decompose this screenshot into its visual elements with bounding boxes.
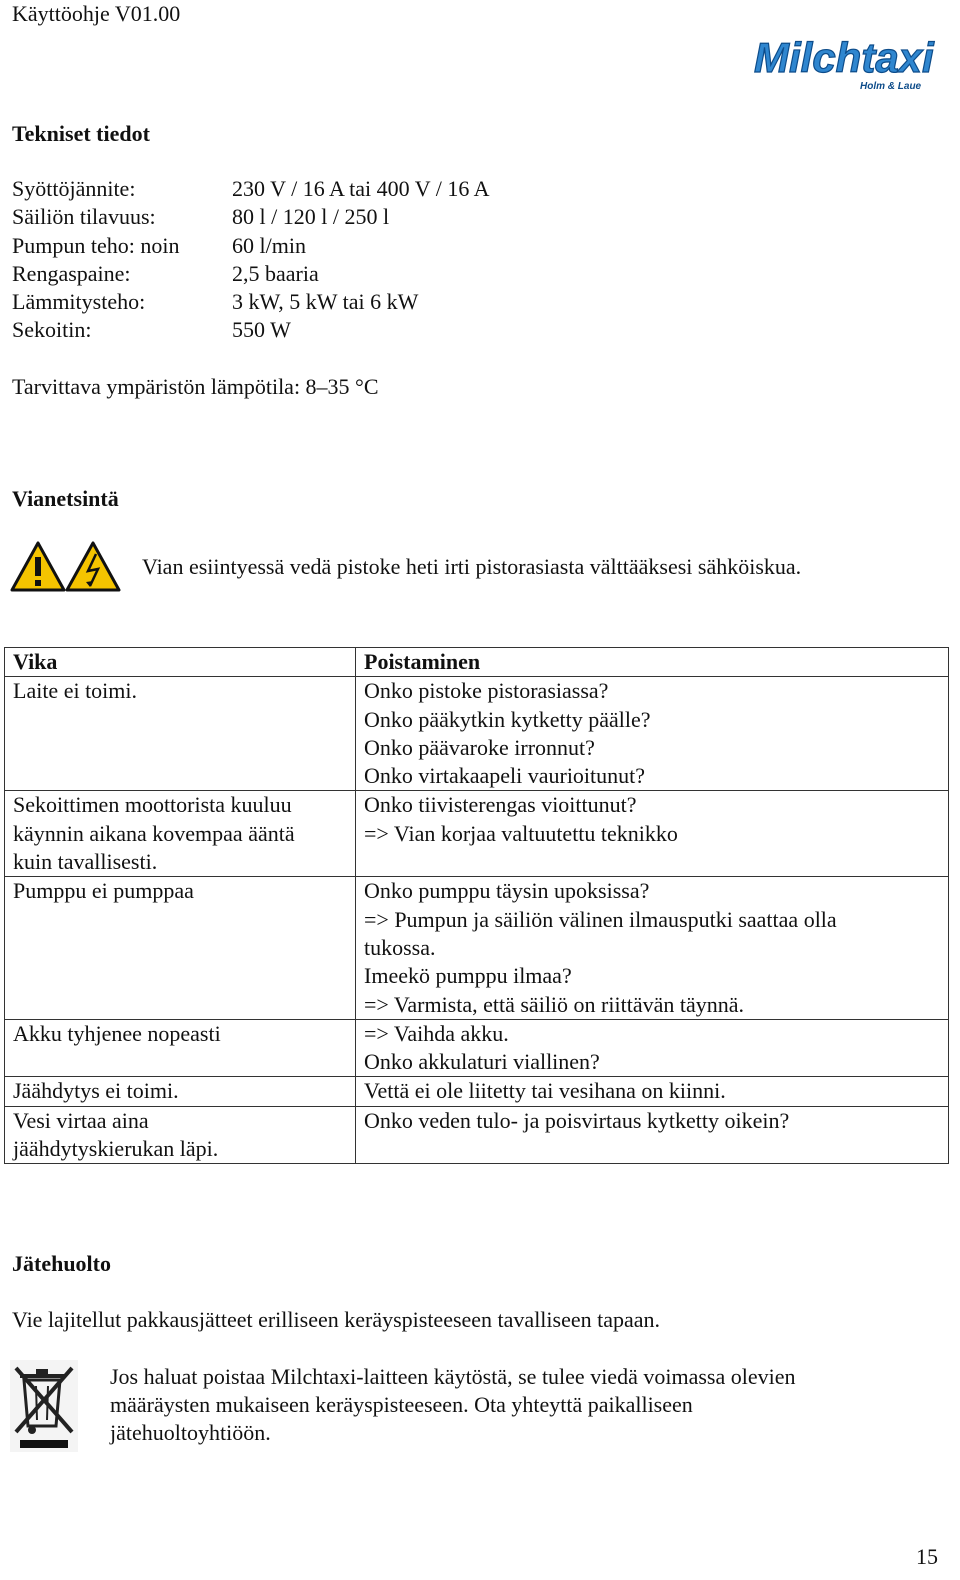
fault-text: Vesi virtaa aina: [13, 1107, 149, 1133]
remedy-text: => Varmista, että säiliö on riittävän täynnä.: [364, 991, 744, 1017]
spec-row: [12, 260, 490, 288]
remedy-text: Vettä ei ole liitetty tai vesihana on kiinni.: [364, 1078, 726, 1104]
weee-crossed-bin-icon: [10, 1360, 78, 1452]
remedy-text: Onko veden tulo- ja poisvirtaus kytketty oikein?: [364, 1107, 790, 1133]
waste-disposal-line: jätehuoltoyhtiöön.: [110, 1420, 271, 1445]
remedy-cell: [356, 1019, 949, 1077]
remedy-text: => Vian korjaa valtuutettu teknikko: [364, 820, 678, 846]
remedy-text: Onko tiivisterengas vioittunut?: [364, 792, 637, 818]
remedy-text: Onko pistoke pistorasiassa?: [364, 678, 609, 704]
remedy-text: Imeekö pumppu ilmaa?: [364, 963, 572, 989]
remedy-text: tukossa.: [364, 934, 436, 960]
table-row: [5, 677, 949, 791]
spec-value: 3 kW, 5 kW tai 6 kW: [232, 289, 419, 315]
page-number: 15: [916, 1544, 938, 1569]
waste-paragraph: Vie lajitellut pakkausjätteet erilliseen keräyspisteeseen tavalliseen tapaan.: [12, 1307, 661, 1332]
fault-cell: [5, 1019, 356, 1077]
ambient-temperature: Tarvittava ympäristön lämpötila: 8–35 °C: [12, 374, 379, 399]
fault-cell: [5, 1077, 356, 1106]
spec-value: 60 l/min: [232, 232, 306, 258]
remedy-text: Onko päävaroke irronnut?: [364, 734, 595, 760]
remedy-cell: [356, 677, 949, 791]
remedy-text: Onko pääkytkin kytketty päälle?: [364, 706, 651, 732]
remedy-cell: [356, 877, 949, 1019]
spec-key: Säiliön tilavuus:: [12, 204, 156, 230]
waste-disposal-line: Jos haluat poistaa Milchtaxi-laitteen käytöstä, se tulee viedä voimassa olevien: [110, 1364, 796, 1389]
column-header-fault: Vika: [5, 648, 356, 677]
spec-row: [12, 288, 490, 316]
document-header-title: Käyttöohje V01.00: [12, 1, 181, 26]
fault-cell: [5, 1106, 356, 1164]
remedy-text: Onko pumppu täysin upoksissa?: [364, 878, 650, 904]
spec-row: [12, 316, 490, 344]
spec-value: 80 l / 120 l / 250 l: [232, 204, 390, 230]
warning-text: Vian esiintyessä vedä pistoke heti irti pistorasiasta välttääksesi sähköiskua.: [142, 554, 802, 579]
spec-key: Rengaspaine:: [12, 260, 131, 286]
table-row: [5, 1077, 949, 1106]
logo-subtitle: Holm & Laue: [860, 81, 922, 92]
remedy-cell: [356, 1106, 949, 1164]
fault-text: Laite ei toimi.: [13, 678, 138, 704]
remedy-text: Onko virtakaapeli vaurioitunut?: [364, 763, 646, 789]
fault-text: Jäähdytys ei toimi.: [13, 1078, 179, 1104]
general-warning-icon: [12, 543, 64, 590]
spec-key: Lämmitysteho:: [12, 289, 146, 315]
spec-row: [12, 232, 490, 260]
fault-text: kuin tavallisesti.: [13, 849, 158, 875]
waste-disposal-line: määräysten mukaiseen keräyspisteeseen. Ota yhteyttä paikalliseen: [110, 1392, 693, 1417]
logo-wordmark: Milchtaxi: [754, 34, 934, 81]
spec-key: Syöttöjännite:: [12, 176, 136, 201]
spec-value: 550 W: [232, 317, 291, 343]
warning-icons: [10, 540, 122, 594]
table-row: [5, 877, 949, 1019]
troubleshooting-table: [4, 647, 949, 1164]
fault-cell: [5, 791, 356, 877]
waste-disposal-text: [110, 1363, 940, 1447]
spec-row: [12, 175, 490, 203]
electric-hazard-icon: [67, 543, 119, 590]
fault-text: käynnin aikana kovempaa ääntä: [13, 820, 295, 846]
fault-text: Sekoittimen moottorista kuuluu: [13, 792, 292, 818]
spec-table: [12, 175, 490, 345]
remedy-cell: [356, 791, 949, 877]
table-row: [5, 1019, 949, 1077]
spec-key: Sekoitin:: [12, 317, 92, 343]
spec-value: 2,5 baaria: [232, 260, 319, 286]
troubleshooting-heading: Vianetsintä: [12, 486, 119, 511]
fault-text: jäähdytyskierukan läpi.: [13, 1136, 219, 1162]
table-header-row: [5, 648, 949, 677]
milchtaxi-logo: [752, 28, 940, 94]
spec-key: Pumpun teho: noin: [12, 232, 180, 258]
remedy-cell: [356, 1077, 949, 1106]
fault-cell: [5, 877, 356, 1019]
waste-heading: Jätehuolto: [12, 1251, 111, 1276]
fault-cell: [5, 677, 356, 791]
table-row: [5, 791, 949, 877]
remedy-text: => Pumpun ja säiliön välinen ilmausputki saattaa olla: [364, 906, 837, 932]
column-header-remedy: Poistaminen: [356, 648, 949, 677]
spec-row: [12, 203, 490, 231]
remedy-text: => Vaihda akku.: [364, 1020, 509, 1046]
fault-text: Akku tyhjenee nopeasti: [13, 1020, 221, 1046]
remedy-text: Onko akkulaturi viallinen?: [364, 1049, 600, 1075]
spec-value: 230 V / 16 A tai 400 V / 16 A: [232, 176, 490, 201]
tech-heading: Tekniset tiedot: [12, 121, 150, 146]
table-row: [5, 1106, 949, 1164]
fault-text: Pumppu ei pumppaa: [13, 878, 194, 904]
